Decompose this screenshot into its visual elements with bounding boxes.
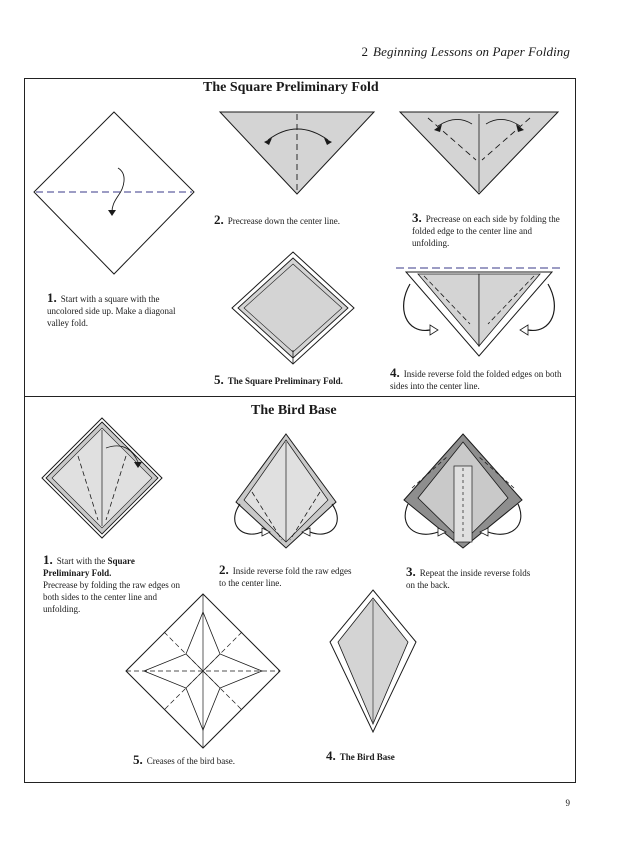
figure-square-diagonal-fold	[32, 110, 196, 276]
caption-bird-step-2: 2. Inside reverse fold the raw edges to the center line.	[219, 562, 352, 588]
figure-inside-reverse-fold	[396, 264, 562, 360]
page-number: 9	[565, 798, 570, 808]
caption-step-1: 1. Start with a square with the uncolored side up. Make a diagonal valley fold.	[47, 290, 176, 328]
section-title-bird-base: The Bird Base	[251, 403, 337, 418]
caption-bird-step-1: 1. Start with the Square Preliminary Fold. Precrease by folding the raw edges on both sides to the center line and unfolding.	[43, 552, 180, 614]
figure-square-preliminary-fold	[230, 250, 356, 366]
chapter-number: 2	[361, 44, 369, 59]
figure-precrease-center	[218, 110, 376, 196]
caption-bird-step-4: 4. The Bird Base	[326, 748, 395, 763]
section-title-square-preliminary-fold: The Square Preliminary Fold	[203, 80, 379, 95]
figure-bird-base-creases	[124, 592, 282, 750]
caption-bird-step-5: 5. Creases of the bird base.	[133, 752, 235, 767]
caption-step-5: 5. The Square Preliminary Fold.	[214, 372, 343, 387]
figure-precrease-sides	[398, 110, 560, 196]
chapter-title: Beginning Lessons on Paper Folding	[373, 44, 570, 59]
figure-bird-repeat-back	[398, 432, 528, 552]
figure-bird-reverse-fold	[222, 432, 350, 552]
page-header	[361, 44, 570, 60]
caption-step-2: 2. Precrease down the center line.	[214, 212, 340, 227]
section-divider	[24, 396, 575, 397]
caption-step-4: 4. Inside reverse fold the folded edges on both sides into the center line.	[390, 365, 562, 391]
caption-bird-step-3: 3. Repeat the inside reverse folds on the back.	[406, 564, 531, 590]
figure-bird-base	[328, 588, 418, 734]
figure-bird-precrease	[40, 416, 164, 540]
caption-step-3: 3. Precrease on each side by folding the folded edge to the center line and unfolding.	[412, 210, 560, 248]
